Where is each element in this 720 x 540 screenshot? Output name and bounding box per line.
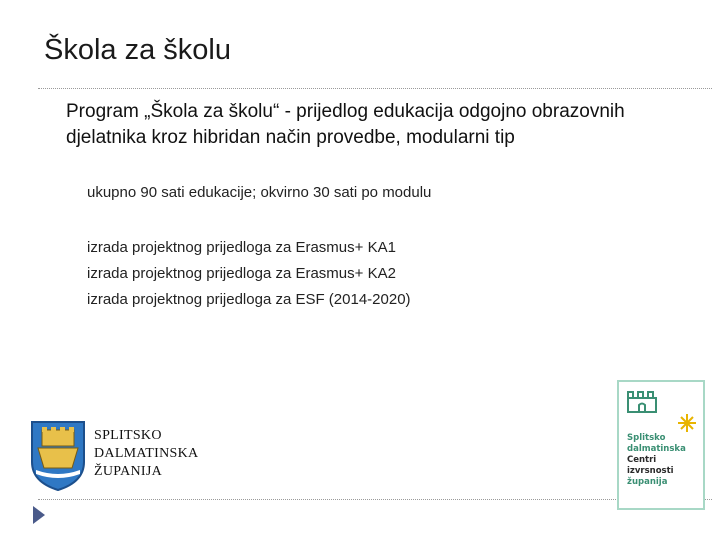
logo-line: Centri (627, 455, 657, 465)
logo-line: Splitsko (627, 433, 666, 443)
bottom-divider (38, 499, 712, 500)
county-logo-line: SPLITSKO (94, 428, 162, 443)
logo-line: županija (627, 477, 668, 487)
logo-line: dalmatinska (627, 444, 686, 454)
star-icon (678, 414, 696, 432)
sub-bullet-text: izrada projektnog prijedloga za Erasmus+ KA2 (87, 265, 396, 282)
next-slide-arrow-icon[interactable] (33, 506, 45, 524)
county-coat-of-arms-icon (28, 418, 88, 497)
county-logo-line: DALMATINSKA (94, 446, 199, 461)
logo-line: izvrsnosti (627, 466, 674, 476)
county-logo-text (94, 427, 198, 481)
county-logo-line: ŽUPANIJA (94, 464, 163, 479)
sub-bullet-text: izrada projektnog prijedloga za Erasmus+ KA1 (87, 239, 396, 256)
slide-title: Škola za školu (44, 34, 231, 66)
castle-icon (628, 392, 656, 412)
main-bullet-text: Program „Škola za školu“ - prijedlog edukacija odgojno obrazovnih djelatnika kroz hibridan način provedbe, modularni tip (66, 101, 625, 148)
top-divider (38, 88, 712, 89)
sub-bullet-text: izrada projektnog prijedloga za ESF (2014-2020) (87, 291, 411, 308)
sub-bullet-text: ukupno 90 sati edukacije; okvirno 30 sati po modulu (87, 184, 432, 201)
centres-of-excellence-text (627, 433, 686, 488)
